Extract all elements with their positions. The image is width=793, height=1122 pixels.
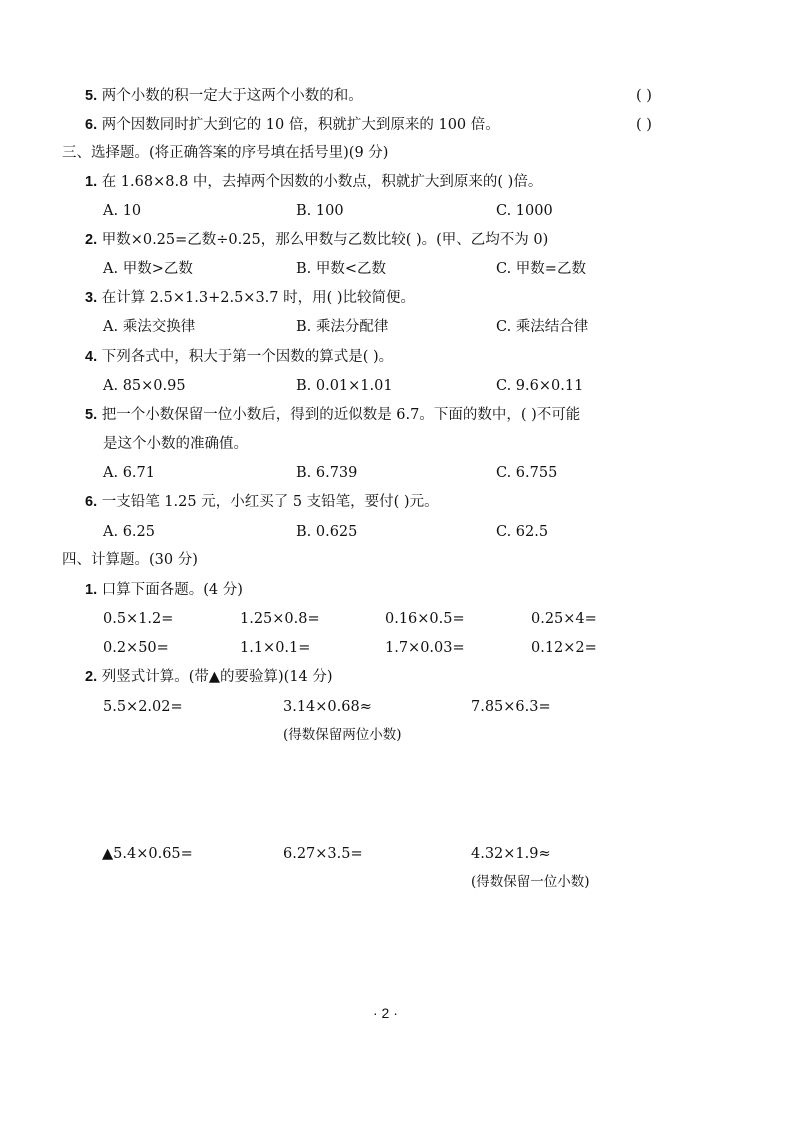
option-a: A. 85×0.95 — [103, 378, 186, 394]
verify-calc-item — [102, 847, 193, 862]
choice-question-2 — [85, 233, 548, 248]
question-text-continued: 是这个小数的准确值。 — [103, 436, 248, 452]
choice-question-5 — [85, 408, 580, 423]
question-text: 一支铅笔 1.25 元，小红买了 5 支铅笔，要付( )元。 — [101, 494, 439, 510]
vertical-calc-item: 5.5×2.02= — [103, 699, 183, 715]
question-number: 1. — [85, 582, 98, 598]
vertical-calc-item: 7.85×6.3= — [471, 699, 551, 715]
question-number: 6. — [85, 494, 98, 510]
oral-calc-item: 1.25×0.8= — [240, 611, 320, 627]
option-c: C. 9.6×0.11 — [496, 378, 584, 394]
option-a: A. 乘法交换律 — [103, 319, 196, 335]
choice-question-3 — [85, 291, 415, 306]
option-b: B. 0.625 — [296, 524, 358, 540]
oral-calc-item: 1.1×0.1= — [240, 640, 311, 656]
option-c: C. 6.755 — [496, 465, 558, 481]
option-b: B. 甲数<乙数 — [296, 261, 387, 277]
question-text: 下列各式中，积大于第一个因数的算式是( )。 — [101, 349, 394, 365]
option-b: B. 0.01×1.01 — [296, 378, 393, 394]
question-text: 在计算 2.5×1.3+2.5×3.7 时，用( )比较简便。 — [101, 290, 416, 306]
question-number: 4. — [85, 349, 98, 365]
option-c: C. 62.5 — [496, 524, 549, 540]
question-text: 甲数×0.25=乙数÷0.25，那么甲数与乙数比较( )。(甲、乙均不为 0) — [101, 232, 549, 248]
answer-paren[interactable]: ( ) — [636, 88, 652, 104]
choice-question-4 — [85, 350, 393, 365]
option-b: B. 6.739 — [296, 465, 358, 481]
question-number: 5. — [85, 88, 98, 104]
answer-paren[interactable]: ( ) — [636, 117, 652, 133]
section-3-title: 三、选择题。(将正确答案的序号填在括号里)(9 分) — [62, 145, 389, 161]
section-4-title: 四、计算题。(30 分) — [62, 552, 198, 568]
vertical-calc-expression: 5.4×0.65= — [113, 846, 193, 862]
option-a: A. 甲数>乙数 — [103, 261, 193, 277]
question-number: 1. — [85, 174, 98, 190]
option-a: A. 10 — [103, 203, 142, 219]
choice-question-6 — [85, 495, 439, 510]
calc-question-2 — [85, 670, 333, 685]
option-b: B. 100 — [296, 203, 344, 219]
question-number: 2. — [85, 232, 98, 248]
oral-calc-item: 0.12×2= — [531, 640, 597, 656]
question-text: 口算下面各题。(4 分) — [101, 582, 243, 598]
choice-question-1 — [85, 175, 542, 190]
question-text: 两个小数的积一定大于这两个小数的和。 — [101, 88, 363, 104]
option-a: A. 6.71 — [103, 465, 155, 481]
triangle-icon: ▲ — [102, 846, 114, 862]
question-number: 3. — [85, 290, 98, 306]
option-b: B. 乘法分配律 — [296, 319, 389, 335]
oral-calc-item: 0.16×0.5= — [385, 611, 465, 627]
question-number: 6. — [85, 117, 98, 133]
option-a: A. 6.25 — [103, 524, 155, 540]
vertical-calc-item: 6.27×3.5= — [283, 846, 363, 862]
judge-question-6 — [85, 118, 500, 133]
question-text: 列竖式计算。(带▲的要验算)(14 分) — [101, 669, 333, 685]
option-c: C. 1000 — [496, 203, 553, 219]
vertical-calc-item: 4.32×1.9≈ — [471, 846, 551, 862]
rounding-note: (得数保留一位小数) — [471, 874, 590, 890]
question-text: 把一个小数保留一位小数后，得到的近似数是 6.7。下面的数中，( )不可能 — [101, 407, 581, 423]
question-text: 在 1.68×8.8 中，去掉两个因数的小数点，积就扩大到原来的( )倍。 — [101, 174, 543, 190]
oral-calc-item: 0.2×50= — [103, 640, 169, 656]
option-c: C. 乘法结合律 — [496, 319, 589, 335]
oral-calc-item: 1.7×0.03= — [385, 640, 465, 656]
rounding-note: (得数保留两位小数) — [283, 727, 402, 743]
vertical-calc-item: 3.14×0.68≈ — [283, 699, 372, 715]
calc-question-1 — [85, 583, 243, 598]
question-number: 2. — [85, 669, 98, 685]
option-c: C. 甲数=乙数 — [496, 261, 586, 277]
question-number: 5. — [85, 407, 98, 423]
page-number: · 2 · — [373, 1005, 398, 1021]
judge-question-5 — [85, 89, 363, 104]
oral-calc-item: 0.5×1.2= — [103, 611, 174, 627]
question-text: 两个因数同时扩大到它的 10 倍，积就扩大到原来的 100 倍。 — [101, 117, 500, 133]
oral-calc-item: 0.25×4= — [531, 611, 597, 627]
